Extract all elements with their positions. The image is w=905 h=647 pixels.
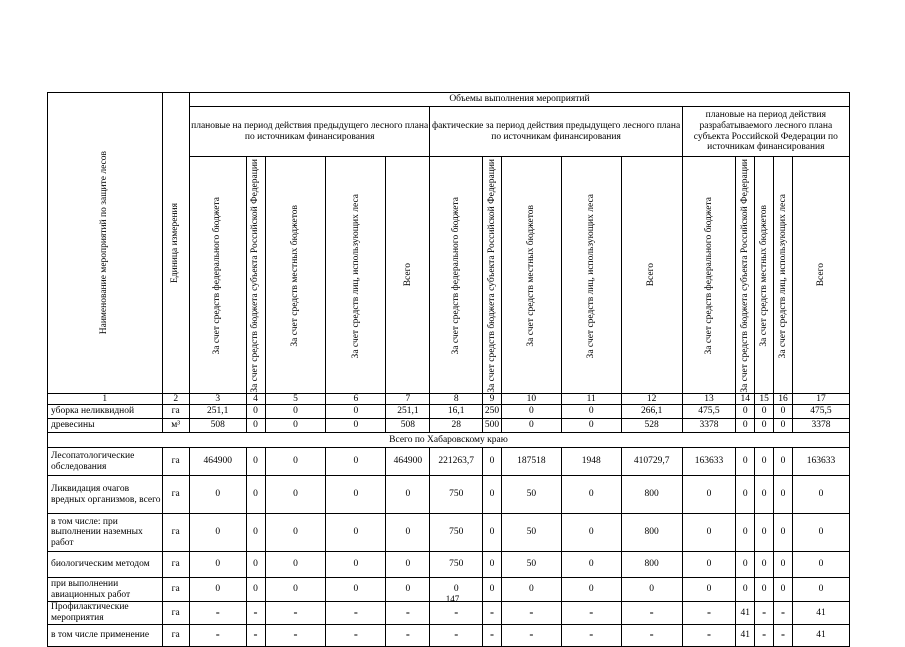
table-cell: - [386, 624, 430, 646]
table-cell: - [265, 624, 326, 646]
row-label: Ликвидация очагов вредных организмов, всего [48, 476, 163, 514]
unit-header: Единица измерения [162, 93, 189, 394]
row-label: уборка неликвидной [48, 405, 163, 419]
page-number: 147 [445, 594, 460, 604]
table-cell: 0 [265, 405, 326, 419]
table-cell: 0 [386, 476, 430, 514]
planned-prev-header: плановые на период действия предыдущего лесного плана по источникам финансирования [189, 107, 430, 157]
table-cell: 0 [326, 476, 386, 514]
row-unit: га [162, 448, 189, 476]
header-forest-users-1: За счет средств лиц, использующих леса [326, 157, 386, 394]
table-cell: 0 [326, 419, 386, 433]
table-row [48, 476, 850, 514]
table-cell: - [189, 602, 246, 624]
table-cell: 0 [774, 552, 793, 578]
planned-new-header: плановые на период действия разрабатываемого лесного плана субъекта Российской Федерации по источникам финансирования [682, 107, 849, 157]
table-cell: 41 [792, 602, 849, 624]
header-total-3: Всего [792, 157, 849, 394]
header-local-budgets-2: За счет средств местных бюджетов [501, 157, 561, 394]
table-cell: 0 [483, 476, 502, 514]
column-number: 15 [755, 393, 774, 405]
table-cell: 800 [621, 476, 682, 514]
table-cell: 0 [326, 552, 386, 578]
table-cell: - [430, 602, 483, 624]
table-cell: - [621, 624, 682, 646]
table-cell: - [501, 624, 561, 646]
row-label: при выполнении авиационных работ [48, 578, 163, 602]
table-cell: - [682, 602, 736, 624]
table-cell: 251,1 [386, 405, 430, 419]
table-cell: 0 [682, 578, 736, 602]
table-cell: - [430, 624, 483, 646]
table-cell: 0 [265, 578, 326, 602]
table-cell: - [682, 624, 736, 646]
table-cell: - [755, 624, 774, 646]
table-cell: 0 [774, 578, 793, 602]
table-cell: 0 [792, 552, 849, 578]
table-cell: 0 [682, 552, 736, 578]
table-cell: 50 [501, 476, 561, 514]
table-cell: 0 [755, 419, 774, 433]
table-cell: 41 [736, 624, 755, 646]
table-cell: - [621, 602, 682, 624]
table-cell: 0 [326, 578, 386, 602]
table-cell: 0 [265, 419, 326, 433]
table-cell: 3378 [682, 419, 736, 433]
header-federal-budget-2: За счет средств федерального бюджета [430, 157, 483, 394]
table-row [48, 405, 850, 419]
row-label: в том числе применение [48, 624, 163, 646]
table-row [48, 419, 850, 433]
row-label: Профилактические мероприятия [48, 602, 163, 624]
column-number: 11 [561, 393, 621, 405]
table-cell: 0 [736, 419, 755, 433]
table-cell: 0 [774, 448, 793, 476]
table-cell: 0 [246, 552, 265, 578]
row-label: древесины [48, 419, 163, 433]
table-cell: 0 [561, 419, 621, 433]
table-cell: 0 [386, 578, 430, 602]
row-unit: м³ [162, 419, 189, 433]
row-unit: га [162, 405, 189, 419]
table-cell: 0 [736, 514, 755, 552]
table-row [48, 514, 850, 552]
table-cell: 0 [189, 514, 246, 552]
table-cell: 0 [755, 552, 774, 578]
table-cell: - [265, 602, 326, 624]
table-cell: 0 [483, 448, 502, 476]
table-cell: 800 [621, 514, 682, 552]
column-number: 14 [736, 393, 755, 405]
column-number: 16 [774, 393, 793, 405]
top-rows [48, 405, 850, 433]
table-cell: 16,1 [430, 405, 483, 419]
column-number: 12 [621, 393, 682, 405]
table-cell: 0 [774, 476, 793, 514]
table-cell: - [189, 624, 246, 646]
table-cell: 750 [430, 514, 483, 552]
table-cell: 464900 [189, 448, 246, 476]
table-cell: 0 [265, 552, 326, 578]
table-row [48, 602, 850, 624]
table-cell: 0 [246, 419, 265, 433]
table-cell: 0 [792, 578, 849, 602]
table-cell: 508 [386, 419, 430, 433]
column-number: 2 [162, 393, 189, 405]
table-cell: 0 [682, 514, 736, 552]
table-cell: 0 [265, 476, 326, 514]
column-number: 7 [386, 393, 430, 405]
table-cell: - [561, 624, 621, 646]
table-cell: 0 [561, 578, 621, 602]
row-label: в том числе: при выполнении наземных работ [48, 514, 163, 552]
row-unit: га [162, 476, 189, 514]
table-cell: 251,1 [189, 405, 246, 419]
table-cell: 0 [755, 514, 774, 552]
row-unit: га [162, 578, 189, 602]
column-number: 17 [792, 393, 849, 405]
table-cell: 0 [246, 405, 265, 419]
header-local-budgets-1: За счет средств местных бюджетов [265, 157, 326, 394]
column-number: 5 [265, 393, 326, 405]
actual-prev-header: фактические за период действия предыдущего лесного плана по источникам финансирования [430, 107, 682, 157]
activity-name-header: Наименование мероприятий по защите лесов [48, 93, 163, 394]
table-cell: 528 [621, 419, 682, 433]
table-cell: 0 [265, 514, 326, 552]
row-unit: га [162, 552, 189, 578]
table-cell: 0 [736, 552, 755, 578]
table-cell: 0 [483, 552, 502, 578]
table-cell: 0 [792, 476, 849, 514]
table-cell: 250 [483, 405, 502, 419]
table-cell: - [386, 602, 430, 624]
table-cell: 187518 [501, 448, 561, 476]
table-cell: 0 [774, 419, 793, 433]
table-cell: 0 [483, 514, 502, 552]
row-label: Лесопатологические обследования [48, 448, 163, 476]
column-number: 6 [326, 393, 386, 405]
header-forest-users-3: За счет средств лиц, использующих леса [774, 157, 793, 394]
column-number: 8 [430, 393, 483, 405]
table-cell: 163633 [682, 448, 736, 476]
column-number: 10 [501, 393, 561, 405]
table-cell: - [561, 602, 621, 624]
table-cell: 28 [430, 419, 483, 433]
table-cell: 0 [189, 552, 246, 578]
table-cell: 0 [736, 405, 755, 419]
table-cell: 0 [736, 578, 755, 602]
table-cell: 0 [246, 578, 265, 602]
table-cell: 508 [189, 419, 246, 433]
header-total-1: Всего [386, 157, 430, 394]
volumes-header: Объемы выполнения мероприятий [189, 93, 849, 107]
row-unit: га [162, 624, 189, 646]
table-row [48, 552, 850, 578]
column-number: 3 [189, 393, 246, 405]
table-cell: 0 [501, 405, 561, 419]
table-cell: - [246, 602, 265, 624]
table-cell: 0 [326, 405, 386, 419]
table-cell: 0 [755, 578, 774, 602]
header-federal-budget-1: За счет средств федерального бюджета [189, 157, 246, 394]
table-cell: 0 [386, 552, 430, 578]
table-cell: 0 [561, 476, 621, 514]
table-cell: 0 [774, 405, 793, 419]
table-cell: 0 [430, 578, 483, 602]
table-cell: 41 [736, 602, 755, 624]
table-cell: 0 [246, 514, 265, 552]
table-cell: - [483, 602, 502, 624]
table-cell: 750 [430, 476, 483, 514]
header-regional-budget-1: За счет средств бюджета субъекта Российской Федерации [246, 157, 265, 394]
table-cell: 0 [246, 448, 265, 476]
table-row [48, 448, 850, 476]
table-cell: 0 [189, 476, 246, 514]
table-cell: 221263,7 [430, 448, 483, 476]
table-cell: 750 [430, 552, 483, 578]
table-cell: 50 [501, 514, 561, 552]
table-cell: 0 [792, 514, 849, 552]
table-cell: 500 [483, 419, 502, 433]
header-regional-budget-3: За счет средств бюджета субъекта Российской Федерации [736, 157, 755, 394]
table-cell: 0 [386, 514, 430, 552]
table-cell: 163633 [792, 448, 849, 476]
column-number: 1 [48, 393, 163, 405]
table-cell: 50 [501, 552, 561, 578]
table-cell: 475,5 [792, 405, 849, 419]
table-cell: - [246, 624, 265, 646]
table-cell: - [755, 602, 774, 624]
table-cell: 0 [736, 448, 755, 476]
table-row [48, 624, 850, 646]
table-cell: 0 [561, 552, 621, 578]
header-total-2: Всего [621, 157, 682, 394]
row-label: биологическим методом [48, 552, 163, 578]
header-federal-budget-3: За счет средств федерального бюджета [682, 157, 736, 394]
protection-measures-table [47, 92, 850, 647]
table-cell: 0 [755, 476, 774, 514]
column-numbers-row [48, 393, 850, 405]
region-rows [48, 448, 850, 646]
table-cell: 464900 [386, 448, 430, 476]
table-cell: 266,1 [621, 405, 682, 419]
table-cell: 0 [326, 448, 386, 476]
table-cell: - [774, 602, 793, 624]
column-number: 13 [682, 393, 736, 405]
row-unit: га [162, 602, 189, 624]
table-cell: - [326, 602, 386, 624]
table-cell: 800 [621, 552, 682, 578]
table-cell: 475,5 [682, 405, 736, 419]
header-local-budgets-3: За счет средств местных бюджетов [755, 157, 774, 394]
table-cell: 0 [483, 578, 502, 602]
table-cell: - [501, 602, 561, 624]
table-cell: 0 [501, 419, 561, 433]
table-cell: 0 [246, 476, 265, 514]
table-cell: 0 [682, 476, 736, 514]
table-cell: - [326, 624, 386, 646]
table-cell: 0 [621, 578, 682, 602]
table-cell: 0 [561, 514, 621, 552]
table-cell: 3378 [792, 419, 849, 433]
table-cell: 0 [561, 405, 621, 419]
table-cell: 0 [326, 514, 386, 552]
section-title: Всего по Хабаровскому краю [48, 433, 850, 448]
table-cell: 410729,7 [621, 448, 682, 476]
table-cell: 1948 [561, 448, 621, 476]
table-cell: 41 [792, 624, 849, 646]
column-number: 4 [246, 393, 265, 405]
row-unit: га [162, 514, 189, 552]
table-cell: 0 [736, 476, 755, 514]
table-cell: 0 [189, 578, 246, 602]
column-number: 9 [483, 393, 502, 405]
table-cell: 0 [755, 448, 774, 476]
header-forest-users-2: За счет средств лиц, использующих леса [561, 157, 621, 394]
table-cell: 0 [501, 578, 561, 602]
table-cell: - [774, 624, 793, 646]
header-regional-budget-2: За счет средств бюджета субъекта Российской Федерации [483, 157, 502, 394]
table-cell: 0 [755, 405, 774, 419]
table-cell: 0 [774, 514, 793, 552]
table-cell: - [483, 624, 502, 646]
table-cell: 0 [265, 448, 326, 476]
